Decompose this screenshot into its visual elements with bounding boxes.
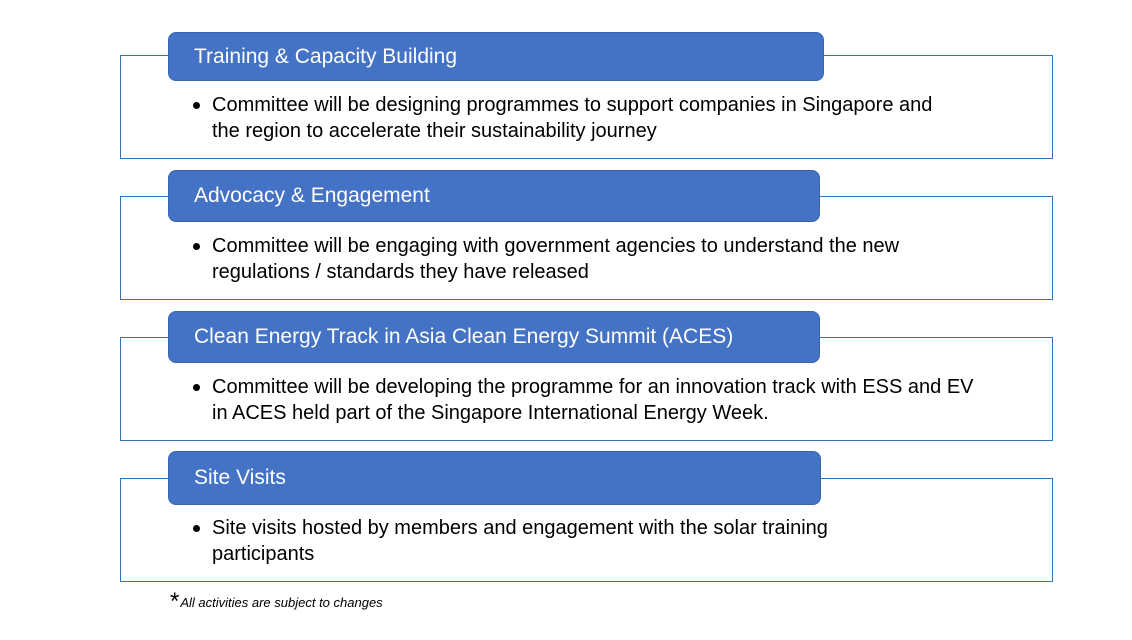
activity-header-training bbox=[168, 32, 824, 81]
footnote bbox=[170, 588, 383, 616]
activity-title: Clean Energy Track in Asia Clean Energy Summit (ACES) bbox=[194, 325, 734, 348]
activity-description: Committee will be designing programmes to support companies in Singapore and the region to accelerate their sustainability journey bbox=[212, 94, 933, 142]
activity-title: Site Visits bbox=[194, 466, 286, 489]
activity-description: Committee will be engaging with government agencies to understand the new regulations / standards they have released bbox=[212, 235, 900, 283]
activity-bullet-site-visits bbox=[193, 515, 893, 567]
bullet-dot-icon bbox=[193, 102, 200, 109]
footnote-asterisk: * bbox=[170, 588, 180, 615]
activity-title: Training & Capacity Building bbox=[194, 45, 458, 68]
footnote-text: All activities are subject to changes bbox=[180, 595, 383, 610]
bullet-dot-icon bbox=[193, 525, 200, 532]
activity-description: Committee will be developing the programme for an innovation track with ESS and EV in ACES held part of the Singapore International Energy Week. bbox=[212, 376, 974, 424]
activity-header-aces bbox=[168, 311, 820, 363]
activity-header-site-visits bbox=[168, 451, 821, 505]
activity-bullet-advocacy bbox=[193, 233, 983, 285]
activity-description: Site visits hosted by members and engagement with the solar training participants bbox=[212, 517, 828, 565]
bullet-dot-icon bbox=[193, 384, 200, 391]
activity-bullet-training bbox=[193, 92, 953, 144]
activity-header-advocacy bbox=[168, 170, 820, 222]
activity-title: Advocacy & Engagement bbox=[194, 184, 430, 207]
bullet-dot-icon bbox=[193, 243, 200, 250]
activity-bullet-aces bbox=[193, 374, 983, 426]
